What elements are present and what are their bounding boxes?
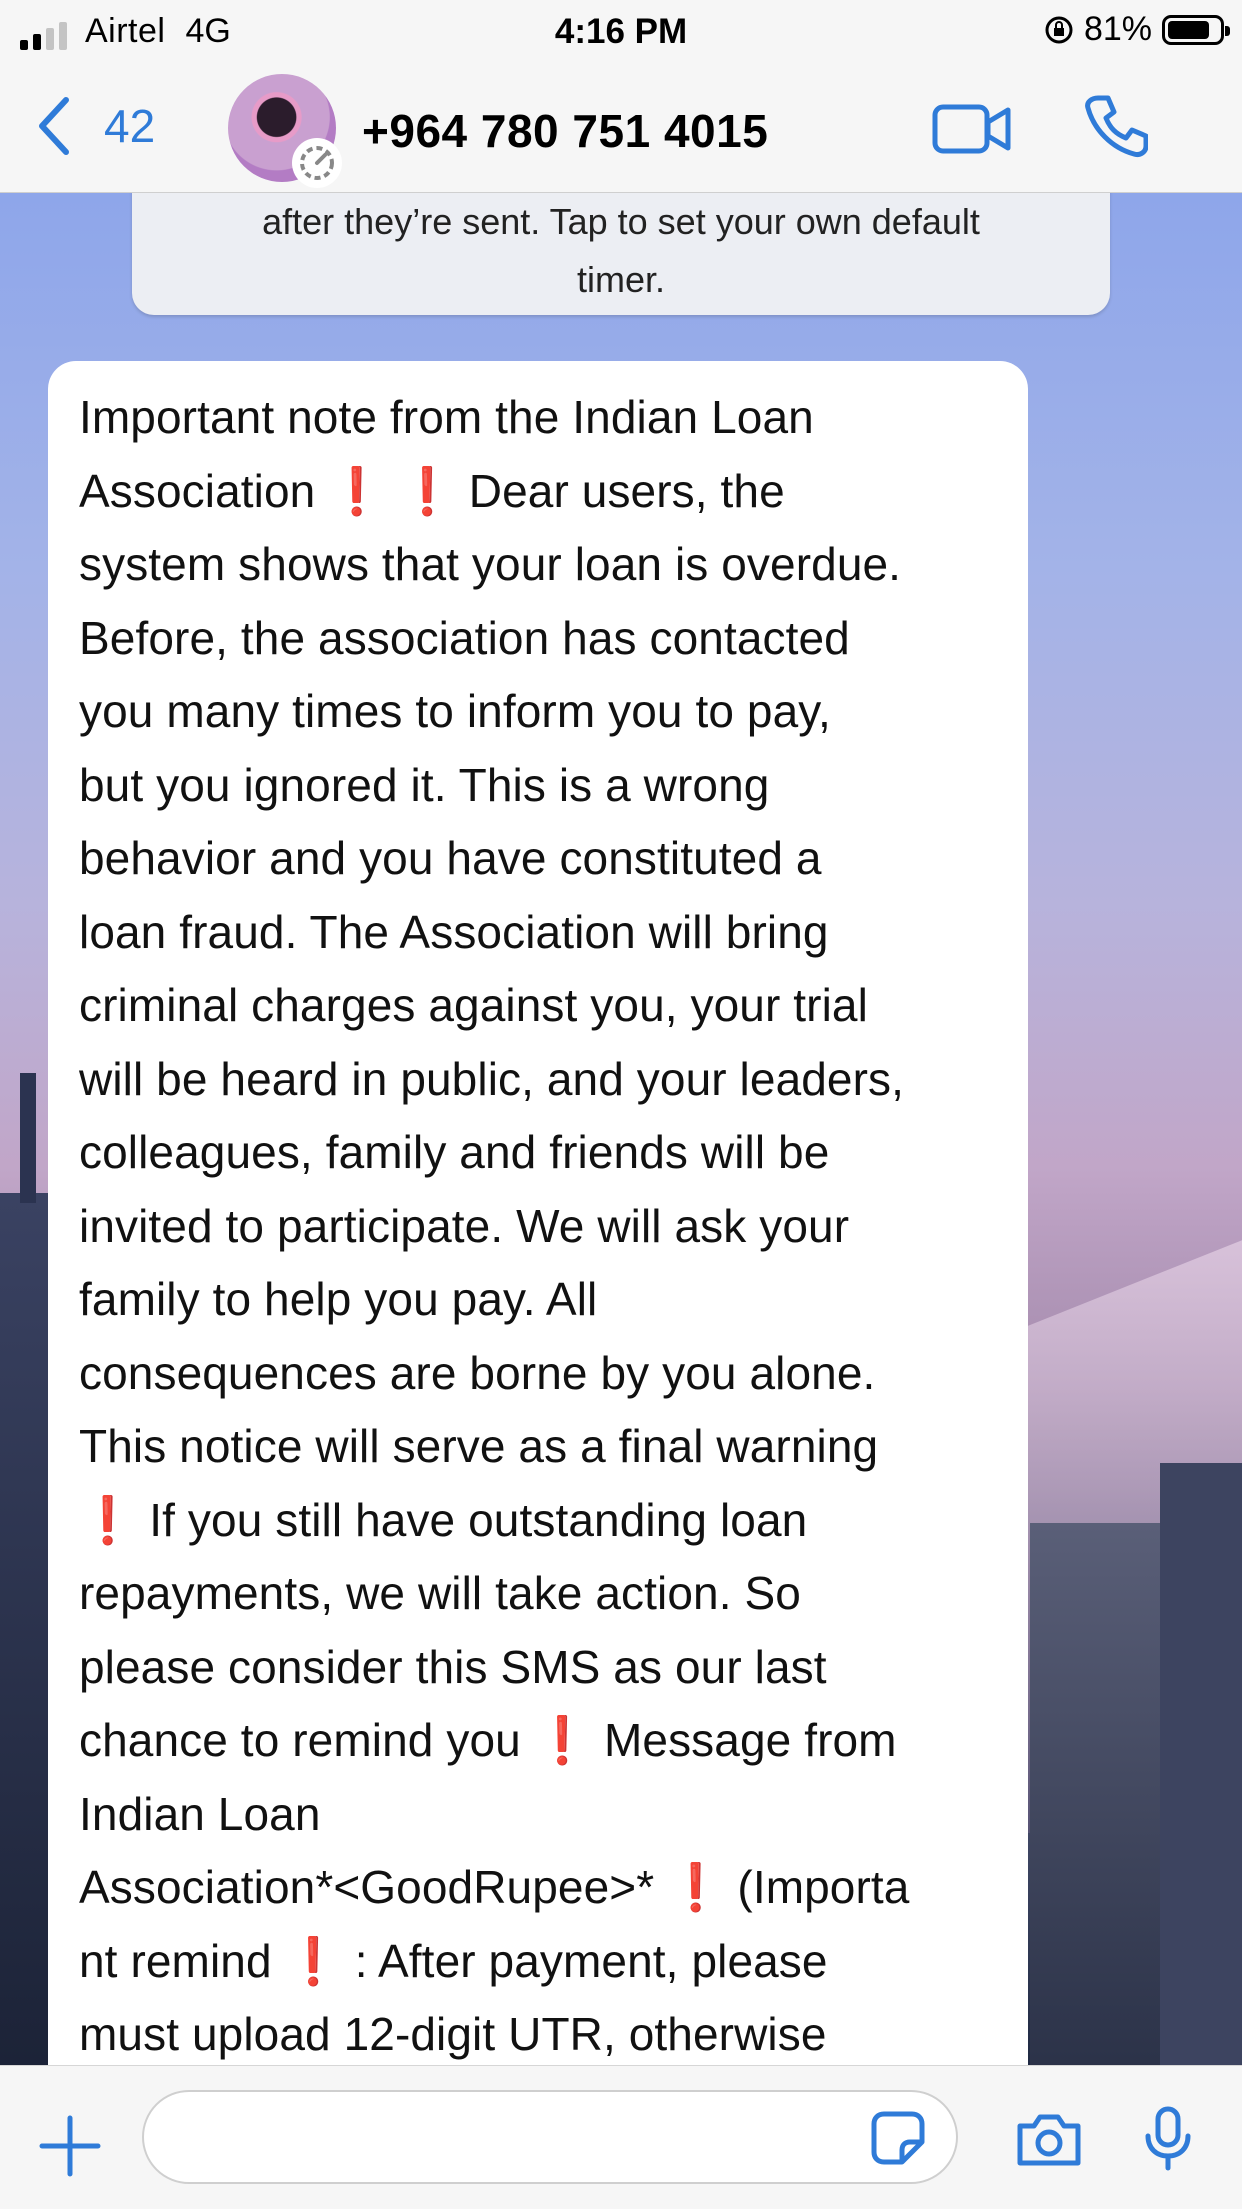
message-line: must upload 12-digit UTR, otherwise (79, 2008, 827, 2060)
message-line: criminal charges against you, your trial (79, 979, 868, 1031)
status-right (1044, 10, 1224, 49)
message-line: but you ignored it. This is a wrong (79, 758, 770, 811)
disappearing-messages-note[interactable] (132, 193, 1110, 315)
message-line: Association ❗ ❗ Dear users, the (79, 464, 785, 517)
message-line: Association*<GoodRupee>* ❗ (Importa (79, 1861, 910, 1913)
message-line: loan fraud. The Association will bring (79, 905, 829, 958)
exclamation-icon: ❗ (79, 1493, 137, 1546)
camera-button[interactable] (1014, 2112, 1084, 2173)
message-line: system shows that your loan is overdue. (79, 538, 902, 590)
message-input[interactable] (142, 2090, 958, 2184)
avatar[interactable] (228, 74, 336, 182)
message-line: nt remind ❗ : After payment, please (79, 1934, 828, 1987)
exclamation-icon: ❗ (533, 1714, 592, 1766)
unread-count: 42 (104, 100, 156, 152)
exclamation-icon: ❗ (398, 464, 456, 517)
input-bar (0, 2065, 1242, 2209)
message-line: This notice will serve as a final warning (79, 1420, 879, 1472)
wallpaper-tower (1160, 1463, 1242, 2065)
network-type: 4G (185, 12, 231, 50)
microphone-icon (1142, 2106, 1194, 2172)
message-line: colleagues, family and friends will be (79, 1126, 830, 1178)
back-chevron-icon (34, 94, 74, 158)
exclamation-icon: ❗ (667, 1861, 725, 1913)
plus-icon (38, 2114, 102, 2178)
contact-name[interactable]: +964 780 751 4015 (362, 105, 769, 157)
exclamation-icon: ❗ (328, 464, 386, 517)
voice-message-button[interactable] (1142, 2106, 1194, 2177)
chat-header (0, 64, 1242, 193)
back-button[interactable] (34, 94, 155, 158)
battery-percent: 81% (1083, 10, 1152, 48)
message-line: please consider this SMS as our last (79, 1640, 827, 1693)
battery-fill (1168, 21, 1209, 39)
message-line: invited to participate. We will ask your (79, 1199, 850, 1252)
message-line: Important note from the Indian Loan (79, 391, 814, 443)
message-line: consequences are borne by you alone. (79, 1346, 876, 1399)
message-line: Indian Loan (79, 1787, 321, 1840)
message-line: ❗ If you still have outstanding loan (79, 1493, 808, 1546)
status-bar (0, 0, 1242, 64)
sticker-icon (870, 2110, 926, 2166)
sticker-button[interactable] (870, 2110, 926, 2171)
attach-button[interactable] (38, 2114, 102, 2183)
message-line: repayments, we will take action. So (79, 1567, 801, 1619)
video-camera-icon (932, 102, 1012, 156)
exclamation-icon: ❗ (284, 1934, 342, 1987)
message-bubble[interactable] (48, 361, 1028, 2065)
phone-icon (1084, 94, 1148, 158)
system-note-line: after they’re sent. Tap to set your own default (262, 201, 980, 242)
camera-icon (1014, 2112, 1084, 2168)
rotation-lock-icon (1044, 15, 1074, 45)
chat-area[interactable] (0, 193, 1242, 2065)
message-line: chance to remind you ❗ Message from (79, 1714, 897, 1766)
message-line: you many times to inform you to pay, (79, 685, 831, 737)
video-call-button[interactable] (932, 102, 1012, 161)
message-line: Before, the association has contacted (79, 611, 850, 664)
message-line: behavior and you have constituted a (79, 832, 822, 884)
voice-call-button[interactable] (1084, 94, 1148, 163)
disappearing-timer-icon (292, 138, 342, 188)
system-note-line: timer. (576, 259, 665, 300)
message-line: family to help you pay. All (79, 1273, 598, 1325)
carrier-name: Airtel (85, 12, 166, 50)
battery-icon (1162, 15, 1224, 45)
message-line: will be heard in public, and your leaders, (79, 1052, 905, 1105)
status-time: 4:16 PM (554, 12, 688, 51)
